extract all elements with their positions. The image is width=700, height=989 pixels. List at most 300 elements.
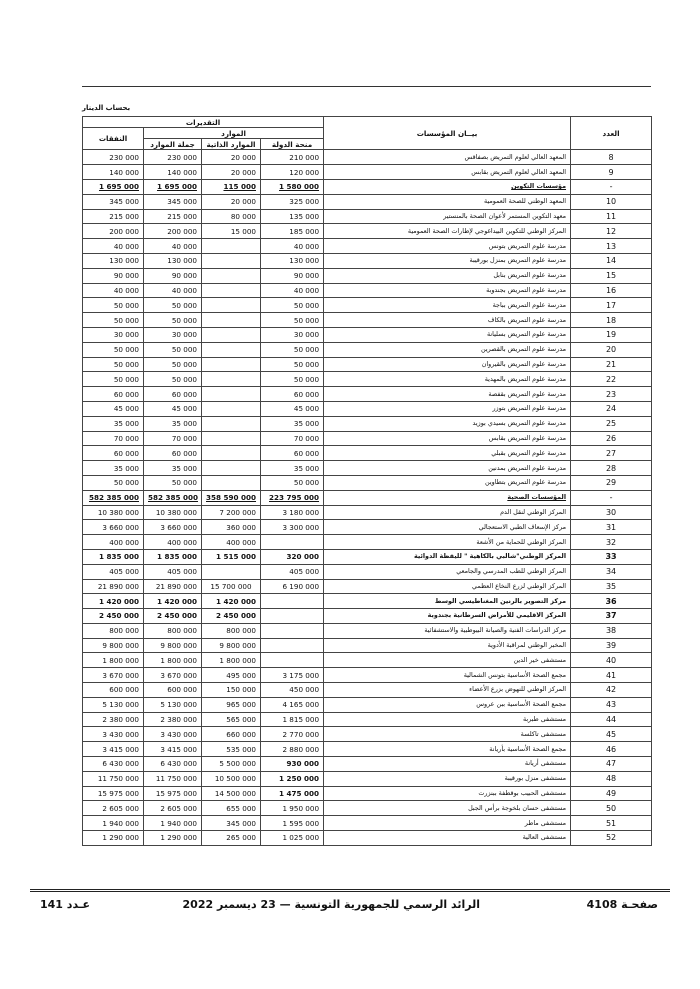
table-row: [83, 165, 652, 180]
state-grant-cell: 45 000: [261, 401, 324, 416]
row-number-cell: 34: [571, 564, 652, 579]
table-row: [83, 579, 652, 594]
table-row: [83, 742, 652, 757]
own-resources-cell: 1 420 000: [202, 594, 261, 609]
page-number: صفحـة 4108: [586, 898, 658, 911]
expenses-cell: 5 130 000: [83, 697, 144, 712]
state-grant-cell: [261, 638, 324, 653]
own-resources-cell: [202, 239, 261, 254]
table-row: [83, 372, 652, 387]
total-resources-cell: 1 835 000: [144, 549, 202, 564]
expenses-cell: 9 800 000: [83, 638, 144, 653]
row-number-cell: 22: [571, 372, 652, 387]
row-number-cell: 38: [571, 623, 652, 638]
total-resources-cell: 3 415 000: [144, 742, 202, 757]
row-number-cell: 31: [571, 520, 652, 535]
total-resources-cell: 60 000: [144, 446, 202, 461]
state-grant-cell: [261, 653, 324, 668]
state-grant-cell: 2 880 000: [261, 742, 324, 757]
state-grant-cell: 1 580 000: [261, 179, 324, 194]
table-row: [83, 683, 652, 698]
table-row: [83, 150, 652, 165]
total-resources-cell: 50 000: [144, 357, 202, 372]
state-grant-cell: 60 000: [261, 387, 324, 402]
row-number-cell: 52: [571, 831, 652, 846]
row-number-cell: 37: [571, 609, 652, 624]
expenses-cell: 10 380 000: [83, 505, 144, 520]
row-number-cell: 49: [571, 786, 652, 801]
own-resources-cell: 150 000: [202, 683, 261, 698]
total-resources-cell: 45 000: [144, 401, 202, 416]
row-number-cell: 45: [571, 727, 652, 742]
row-number-cell: 32: [571, 535, 652, 550]
expenses-cell: 600 000: [83, 683, 144, 698]
state-grant-cell: 450 000: [261, 683, 324, 698]
own-resources-cell: 20 000: [202, 194, 261, 209]
table-row: [83, 653, 652, 668]
own-resources-cell: [202, 416, 261, 431]
total-resources-cell: 600 000: [144, 683, 202, 698]
institution-name-cell: المركز الوطني للنهوض بزرع الأعضاء: [324, 683, 571, 698]
expenses-cell: 2 605 000: [83, 801, 144, 816]
own-resources-cell: [202, 313, 261, 328]
row-number-cell: 13: [571, 239, 652, 254]
institution-name-cell: مدرسة علوم التمريض بباجة: [324, 298, 571, 313]
table-row: [83, 623, 652, 638]
expenses-cell: 60 000: [83, 446, 144, 461]
institution-name-cell: معهد التكوين المستمر لأعوان الصحة بالمنستير: [324, 209, 571, 224]
row-number-cell: 9: [571, 165, 652, 180]
own-resources-cell: 265 000: [202, 831, 261, 846]
total-resources-cell: 15 975 000: [144, 786, 202, 801]
institution-name-cell: مدرسة علوم التمريض بسيدي بوزيد: [324, 416, 571, 431]
expenses-cell: 2 450 000: [83, 609, 144, 624]
own-resources-cell: 20 000: [202, 150, 261, 165]
header-institutions: بيــان المؤسسات: [324, 117, 571, 150]
total-resources-cell: 5 130 000: [144, 697, 202, 712]
state-grant-cell: 130 000: [261, 253, 324, 268]
expenses-cell: 1 695 000: [83, 179, 144, 194]
own-resources-cell: 15 700 000: [202, 579, 261, 594]
total-resources-cell: 582 385 000: [144, 490, 202, 505]
total-resources-cell: 215 000: [144, 209, 202, 224]
issue-number: عـدد 141: [40, 898, 91, 911]
row-number-cell: 12: [571, 224, 652, 239]
expenses-cell: 800 000: [83, 623, 144, 638]
expenses-cell: 130 000: [83, 253, 144, 268]
total-resources-cell: 11 750 000: [144, 771, 202, 786]
expenses-cell: 50 000: [83, 357, 144, 372]
row-number-cell: 40: [571, 653, 652, 668]
institution-name-cell: مدرسة علوم التمريض بتونس: [324, 239, 571, 254]
total-resources-cell: 140 000: [144, 165, 202, 180]
state-grant-cell: 1 250 000: [261, 771, 324, 786]
row-number-cell: 30: [571, 505, 652, 520]
state-grant-cell: 60 000: [261, 446, 324, 461]
institution-name-cell: المعهد الوطني للصحة العمومية: [324, 194, 571, 209]
table-row: [83, 727, 652, 742]
own-resources-cell: [202, 564, 261, 579]
row-number-cell: 39: [571, 638, 652, 653]
institution-name-cell: مدرسة علوم التمريض بالقصرين: [324, 342, 571, 357]
total-resources-cell: 35 000: [144, 416, 202, 431]
institution-name-cell: المخبر الوطني لمراقبة الأدوية: [324, 638, 571, 653]
total-resources-cell: 70 000: [144, 431, 202, 446]
institution-name-cell: مؤسسات التكوين: [324, 179, 571, 194]
state-grant-cell: [261, 609, 324, 624]
row-number-cell: -: [571, 490, 652, 505]
own-resources-cell: [202, 475, 261, 490]
state-grant-cell: 1 815 000: [261, 712, 324, 727]
table-row: [83, 194, 652, 209]
institution-name-cell: مدرسة علوم التمريض بتطاوين: [324, 475, 571, 490]
state-grant-cell: 3 300 000: [261, 520, 324, 535]
expenses-cell: 50 000: [83, 372, 144, 387]
footer-rule: [30, 889, 670, 890]
table-row: [83, 387, 652, 402]
institution-name-cell: المركز الوطني لنقل الدم: [324, 505, 571, 520]
institution-name-cell: المركز الوطني للتكوين البيداغوجي لإطارات الصحة العمومية: [324, 224, 571, 239]
state-grant-cell: 405 000: [261, 564, 324, 579]
top-rule: [82, 86, 651, 87]
row-number-cell: 33: [571, 549, 652, 564]
state-grant-cell: 70 000: [261, 431, 324, 446]
row-number-cell: 15: [571, 268, 652, 283]
total-resources-cell: 40 000: [144, 239, 202, 254]
table-row: [83, 801, 652, 816]
institution-name-cell: مدرسة علوم التمريض بمدنين: [324, 461, 571, 476]
header-resources: الموارد: [144, 128, 324, 139]
state-grant-cell: 320 000: [261, 549, 324, 564]
expenses-cell: 6 430 000: [83, 757, 144, 772]
own-resources-cell: 965 000: [202, 697, 261, 712]
table-row: [83, 461, 652, 476]
row-number-cell: 10: [571, 194, 652, 209]
row-number-cell: 35: [571, 579, 652, 594]
total-resources-cell: 50 000: [144, 372, 202, 387]
table-row: [83, 209, 652, 224]
total-resources-cell: 230 000: [144, 150, 202, 165]
header-number: العدد: [571, 117, 652, 150]
row-number-cell: 28: [571, 461, 652, 476]
expenses-cell: 1 940 000: [83, 816, 144, 831]
total-resources-cell: 200 000: [144, 224, 202, 239]
state-grant-cell: 135 000: [261, 209, 324, 224]
state-grant-cell: [261, 623, 324, 638]
state-grant-cell: 50 000: [261, 342, 324, 357]
total-resources-cell: 1 940 000: [144, 816, 202, 831]
own-resources-cell: 1 515 000: [202, 549, 261, 564]
expenses-cell: 1 420 000: [83, 594, 144, 609]
institution-name-cell: مدرسة علوم التمريض بقابس: [324, 431, 571, 446]
state-grant-cell: 90 000: [261, 268, 324, 283]
own-resources-cell: [202, 342, 261, 357]
own-resources-cell: [202, 401, 261, 416]
expenses-cell: 200 000: [83, 224, 144, 239]
table-row: [83, 431, 652, 446]
state-grant-cell: [261, 535, 324, 550]
row-number-cell: 17: [571, 298, 652, 313]
table-row: [83, 712, 652, 727]
institution-name-cell: مجمع الصحة الأساسية ببن عروس: [324, 697, 571, 712]
institution-name-cell: مدرسة علوم التمريض بمنزل بورقيبة: [324, 253, 571, 268]
institution-name-cell: مركز التصوير بالرنين المغناطيسي الوسط: [324, 594, 571, 609]
institution-name-cell: مستشفى الحبيب بوقطفة ببنزرت: [324, 786, 571, 801]
table-row: [83, 313, 652, 328]
expenses-cell: 11 750 000: [83, 771, 144, 786]
table-row: [83, 401, 652, 416]
row-number-cell: 44: [571, 712, 652, 727]
own-resources-cell: 655 000: [202, 801, 261, 816]
state-grant-cell: 35 000: [261, 416, 324, 431]
institution-name-cell: المعهد العالي لعلوم التمريض بصفاقس: [324, 150, 571, 165]
institution-name-cell: مدرسة علوم التمريض بالكاف: [324, 313, 571, 328]
table-row: [83, 668, 652, 683]
state-grant-cell: 325 000: [261, 194, 324, 209]
row-number-cell: 25: [571, 416, 652, 431]
table-row: [83, 327, 652, 342]
row-number-cell: 23: [571, 387, 652, 402]
table-row: [83, 594, 652, 609]
institution-name-cell: مدرسة علوم التمريض بنابل: [324, 268, 571, 283]
state-grant-cell: [261, 594, 324, 609]
expenses-cell: 140 000: [83, 165, 144, 180]
total-resources-cell: 2 605 000: [144, 801, 202, 816]
state-grant-cell: 50 000: [261, 475, 324, 490]
header-total-resources: جملة الموارد: [144, 139, 202, 150]
row-number-cell: 42: [571, 683, 652, 698]
expenses-cell: 230 000: [83, 150, 144, 165]
total-resources-cell: 50 000: [144, 313, 202, 328]
institution-name-cell: المركز الاقليمي للأمراض السرطانية بجندوبة: [324, 609, 571, 624]
row-number-cell: 19: [571, 327, 652, 342]
table-row: [83, 342, 652, 357]
institution-name-cell: مستشفى أريانة: [324, 757, 571, 772]
total-resources-cell: 1 800 000: [144, 653, 202, 668]
institution-name-cell: مستشفى تاكلسة: [324, 727, 571, 742]
institution-name-cell: مجمع الصحة الأساسية بأريانة: [324, 742, 571, 757]
own-resources-cell: 800 000: [202, 623, 261, 638]
table-row: [83, 520, 652, 535]
institution-name-cell: مستشفى حسان بلخوجة برأس الجبل: [324, 801, 571, 816]
row-number-cell: 27: [571, 446, 652, 461]
row-number-cell: 47: [571, 757, 652, 772]
expenses-cell: 3 430 000: [83, 727, 144, 742]
own-resources-cell: 535 000: [202, 742, 261, 757]
total-resources-cell: 9 800 000: [144, 638, 202, 653]
state-grant-cell: 185 000: [261, 224, 324, 239]
table-row: [83, 816, 652, 831]
institution-name-cell: مستشفى العالية: [324, 831, 571, 846]
total-resources-cell: 3 430 000: [144, 727, 202, 742]
own-resources-cell: [202, 253, 261, 268]
state-grant-cell: 120 000: [261, 165, 324, 180]
total-resources-cell: 21 890 000: [144, 579, 202, 594]
header-own-resources: الموارد الذاتية: [202, 139, 261, 150]
row-number-cell: 50: [571, 801, 652, 816]
institution-name-cell: مستشفى طبربة: [324, 712, 571, 727]
table-row: [83, 638, 652, 653]
own-resources-cell: 14 500 000: [202, 786, 261, 801]
expenses-cell: 1 800 000: [83, 653, 144, 668]
own-resources-cell: 10 500 000: [202, 771, 261, 786]
table-row: [83, 239, 652, 254]
state-grant-cell: 2 770 000: [261, 727, 324, 742]
state-grant-cell: 35 000: [261, 461, 324, 476]
table-row: [83, 475, 652, 490]
table-row: [83, 697, 652, 712]
total-resources-cell: 1 420 000: [144, 594, 202, 609]
own-resources-cell: [202, 387, 261, 402]
own-resources-cell: 7 200 000: [202, 505, 261, 520]
header-state-grant: منحة الدولة: [261, 139, 324, 150]
own-resources-cell: 115 000: [202, 179, 261, 194]
expenses-cell: 90 000: [83, 268, 144, 283]
expenses-cell: 50 000: [83, 313, 144, 328]
row-number-cell: 21: [571, 357, 652, 372]
total-resources-cell: 800 000: [144, 623, 202, 638]
institution-name-cell: مستشفى خير الدين: [324, 653, 571, 668]
institution-name-cell: مدرسة علوم التمريض بالمهدية: [324, 372, 571, 387]
total-resources-cell: 1 290 000: [144, 831, 202, 846]
budget-table: [82, 116, 652, 846]
expenses-cell: 2 380 000: [83, 712, 144, 727]
row-number-cell: 16: [571, 283, 652, 298]
journal-title-date: الرائد الرسمي للجمهورية التونسية — 23 ديسمبر 2022: [182, 898, 480, 911]
own-resources-cell: 20 000: [202, 165, 261, 180]
own-resources-cell: 360 000: [202, 520, 261, 535]
table-row: [83, 564, 652, 579]
row-number-cell: 24: [571, 401, 652, 416]
row-number-cell: 46: [571, 742, 652, 757]
total-resources-cell: 50 000: [144, 298, 202, 313]
header-expenses: النفقات: [83, 128, 144, 150]
total-resources-cell: 405 000: [144, 564, 202, 579]
state-grant-cell: 40 000: [261, 239, 324, 254]
expenses-cell: 345 000: [83, 194, 144, 209]
state-grant-cell: 930 000: [261, 757, 324, 772]
expenses-cell: 582 385 000: [83, 490, 144, 505]
institution-name-cell: مدرسة علوم التمريض بسليانة: [324, 327, 571, 342]
state-grant-cell: 1 950 000: [261, 801, 324, 816]
table-row: [83, 786, 652, 801]
row-number-cell: 29: [571, 475, 652, 490]
total-resources-cell: 400 000: [144, 535, 202, 550]
state-grant-cell: 50 000: [261, 357, 324, 372]
expenses-cell: 1 835 000: [83, 549, 144, 564]
own-resources-cell: [202, 431, 261, 446]
institution-name-cell: مدرسة علوم التمريض بقفصة: [324, 387, 571, 402]
expenses-cell: 1 290 000: [83, 831, 144, 846]
own-resources-cell: 9 800 000: [202, 638, 261, 653]
state-grant-cell: 1 025 000: [261, 831, 324, 846]
table-row: [83, 357, 652, 372]
total-resources-cell: 6 430 000: [144, 757, 202, 772]
expenses-cell: 70 000: [83, 431, 144, 446]
state-grant-cell: 40 000: [261, 283, 324, 298]
own-resources-cell: 5 500 000: [202, 757, 261, 772]
total-resources-cell: 10 380 000: [144, 505, 202, 520]
table-row: [83, 224, 652, 239]
row-number-cell: 18: [571, 313, 652, 328]
footer-rule-double: [30, 891, 670, 892]
row-number-cell: 8: [571, 150, 652, 165]
total-resources-cell: 50 000: [144, 342, 202, 357]
state-grant-cell: 223 795 000: [261, 490, 324, 505]
table-row: [83, 771, 652, 786]
expenses-cell: 50 000: [83, 475, 144, 490]
own-resources-cell: 80 000: [202, 209, 261, 224]
total-resources-cell: 50 000: [144, 475, 202, 490]
table-row: [83, 268, 652, 283]
table-row: [83, 757, 652, 772]
row-number-cell: 36: [571, 594, 652, 609]
state-grant-cell: 50 000: [261, 298, 324, 313]
row-number-cell: 20: [571, 342, 652, 357]
state-grant-cell: 50 000: [261, 313, 324, 328]
row-number-cell: 43: [571, 697, 652, 712]
row-number-cell: 26: [571, 431, 652, 446]
state-grant-cell: 1 475 000: [261, 786, 324, 801]
state-grant-cell: 50 000: [261, 372, 324, 387]
institution-name-cell: مركز الدراسات الفنية والصيانة البيوطبية والاستشفائية: [324, 623, 571, 638]
own-resources-cell: [202, 446, 261, 461]
own-resources-cell: 400 000: [202, 535, 261, 550]
expenses-cell: 215 000: [83, 209, 144, 224]
institution-name-cell: المركز الوطني للطب المدرسي والجامعي: [324, 564, 571, 579]
total-resources-cell: 40 000: [144, 283, 202, 298]
expenses-cell: 30 000: [83, 327, 144, 342]
table-body: [83, 150, 652, 846]
table-row: [83, 831, 652, 846]
institution-name-cell: مستشفى ماطر: [324, 816, 571, 831]
own-resources-cell: 345 000: [202, 816, 261, 831]
total-resources-cell: 35 000: [144, 461, 202, 476]
table-row: [83, 549, 652, 564]
expenses-cell: 3 670 000: [83, 668, 144, 683]
expenses-cell: 400 000: [83, 535, 144, 550]
total-resources-cell: 1 695 000: [144, 179, 202, 194]
institution-name-cell: المؤسسات الصحية: [324, 490, 571, 505]
table-row: [83, 253, 652, 268]
expenses-cell: 405 000: [83, 564, 144, 579]
own-resources-cell: [202, 372, 261, 387]
header-estimates: التقديرات: [83, 117, 324, 128]
table-row: [83, 446, 652, 461]
own-resources-cell: [202, 461, 261, 476]
expenses-cell: 60 000: [83, 387, 144, 402]
own-resources-cell: 15 000: [202, 224, 261, 239]
institution-name-cell: المركز الوطني لزرع النخاع العظمي: [324, 579, 571, 594]
institution-name-cell: مركز الإسعاف الطبي الاستعجالي: [324, 520, 571, 535]
own-resources-cell: 495 000: [202, 668, 261, 683]
table-row: [83, 609, 652, 624]
own-resources-cell: [202, 283, 261, 298]
expenses-cell: 40 000: [83, 239, 144, 254]
row-number-cell: 51: [571, 816, 652, 831]
currency-unit-note: بحساب الدينار: [82, 104, 131, 112]
table-row: [83, 179, 652, 194]
own-resources-cell: 1 800 000: [202, 653, 261, 668]
row-number-cell: 11: [571, 209, 652, 224]
state-grant-cell: 6 190 000: [261, 579, 324, 594]
row-number-cell: -: [571, 179, 652, 194]
expenses-cell: 45 000: [83, 401, 144, 416]
total-resources-cell: 2 380 000: [144, 712, 202, 727]
table-row: [83, 283, 652, 298]
state-grant-cell: 30 000: [261, 327, 324, 342]
total-resources-cell: 3 660 000: [144, 520, 202, 535]
